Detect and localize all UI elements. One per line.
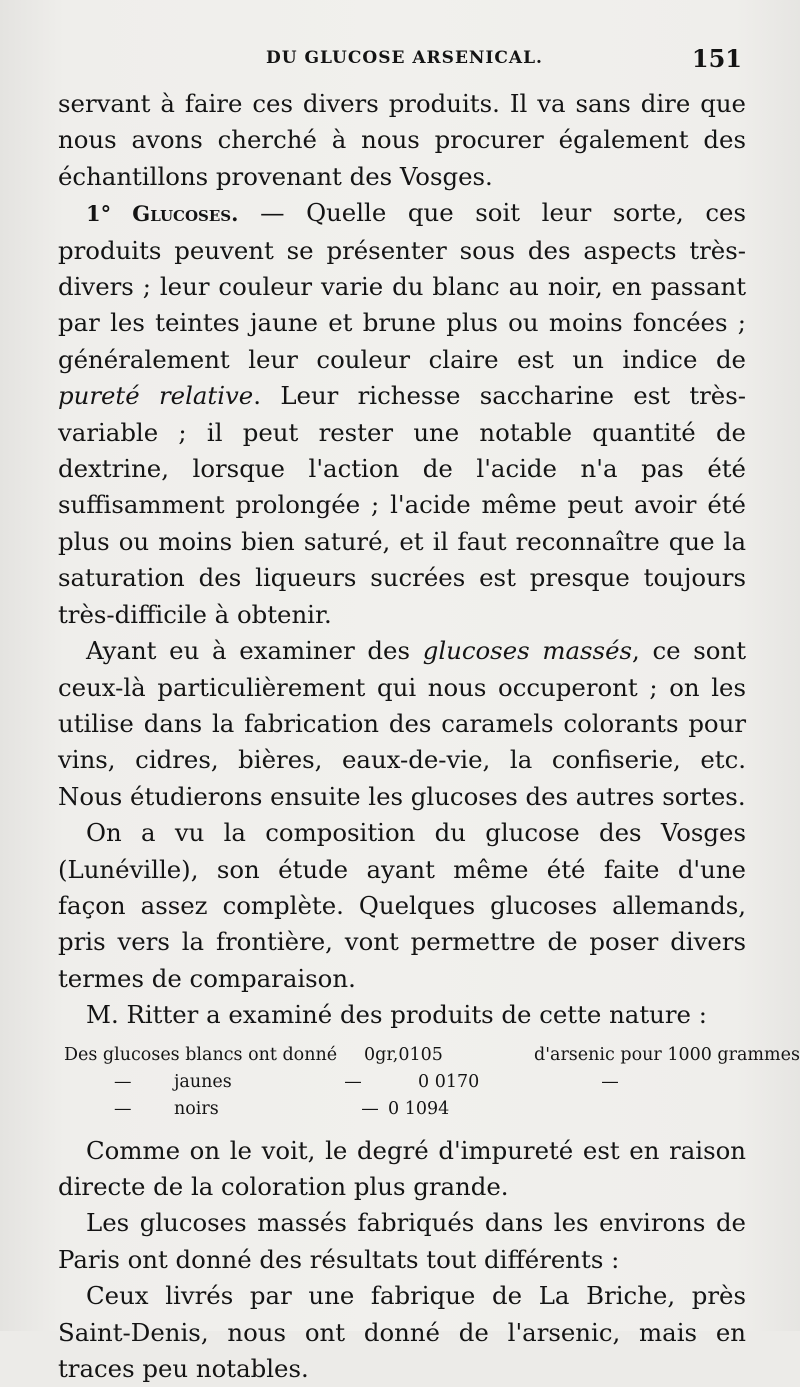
page-number: 151 (691, 44, 742, 73)
page-header (60, 44, 742, 74)
arsenic-table (64, 1042, 800, 1123)
paragraph-continuation: servant à faire ces divers produits. Il va sans dire que nous avons cherché à nous procurer également des échantillons provenant des Vosges. (58, 89, 746, 191)
paragraph-ritter: M. Ritter a examiné des produits de cette nature : (86, 1000, 707, 1030)
paragraph-vosges: On a vu la composition du glucose des Vosges (Lunéville), son étude ayant même été faite d'une façon assez complète. Quelques glucoses allemands, pris vers la frontière, vont permettre de poser divers termes de comparaison. (58, 818, 746, 993)
body-text (58, 86, 800, 1387)
paragraph-la-briche: Ceux livrés par une fabrique de La Briche, près Saint-Denis, nous ont donné de l'arsenic, mais en traces peu notables. (58, 1281, 746, 1383)
paragraph-paris: Les glucoses massés fabriqués dans les environs de Paris ont donné des résultats tout différents : (58, 1208, 746, 1274)
paragraph-impurete: Comme on le voit, le degré d'impureté est en raison directe de la coloration plus grande. (58, 1135, 746, 1201)
paragraph-glucoses: 1° Glucoses. — Quelle que soit leur sorte, ces produits peuvent se présenter sous des aspects très-divers ; leur couleur varie du blanc au noir, en passant par les teintes jaune et brune plus ou moins foncées ; généralement leur couleur claire est un indice de pureté relative. Leur richesse saccharine est très-variable ; il peut rester une notable quantité de dextrine, lorsque l'action de l'acide n'a pas été suffisamment prolongée ; l'acide même peut avoir été plus ou moins bien saturé, et il faut reconnaître que la saturation des liqueurs sucrées est presque toujours très-difficile à obtenir. (58, 198, 746, 629)
paragraph-glucoses-masses: Ayant eu à examiner des glucoses massés, ce sont ceux-là particulièrement qui nous occuperont ; on les utilise dans la fabrication des caramels colorants pour vins, cidres, bières, eaux-de-vie, la confiserie, etc. Nous étudierons ensuite les glucoses des autres sortes. (58, 636, 747, 811)
running-head: DU GLUCOSE ARSENICAL. (266, 48, 543, 68)
table-row: — jaunes — 0 0170 — (114, 1071, 619, 1092)
table-row: Des glucoses blancs ont donné 0gr,0105 d'arsenic pour 1000 grammes (64, 1044, 800, 1065)
table-row: — noirs — 0 1094 (114, 1098, 450, 1119)
section-label: 1° Glucoses. (86, 201, 239, 227)
